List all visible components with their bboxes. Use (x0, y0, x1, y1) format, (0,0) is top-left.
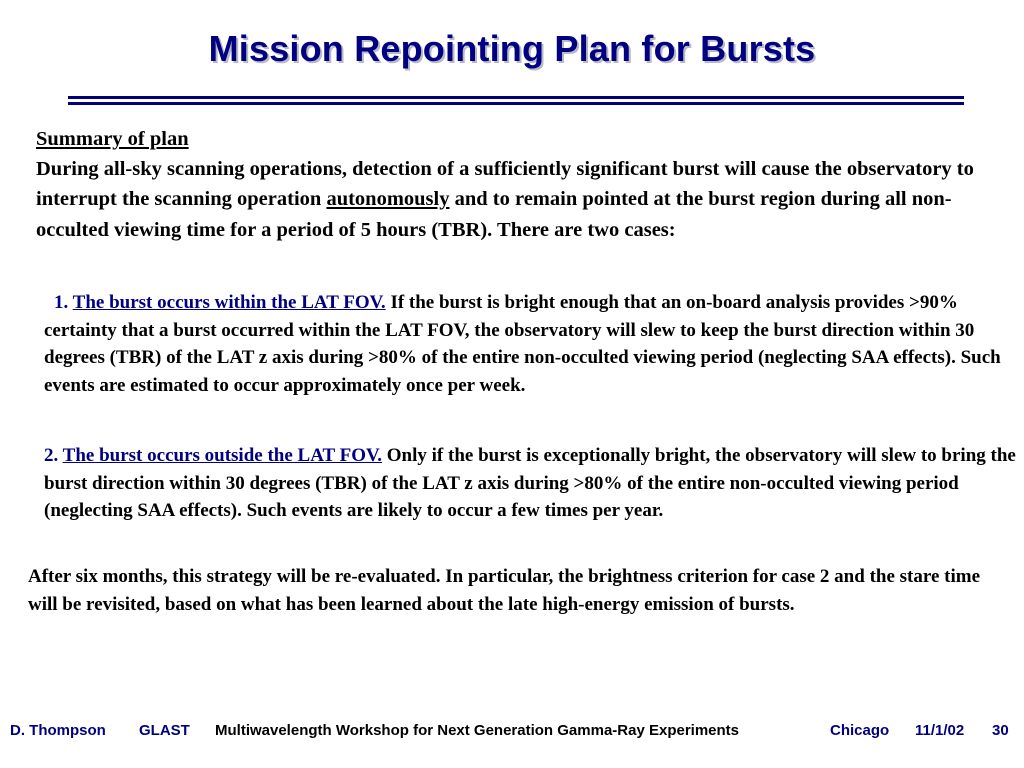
summary-emphasis: autonomously (326, 188, 450, 211)
case-1-heading[interactable]: The burst occurs within the LAT FOV. (72, 292, 386, 313)
summary-heading: Summary of plan (36, 128, 189, 150)
footer-project: GLAST (139, 722, 190, 739)
conclusion-paragraph: After six months, this strategy will be re-evaluated. In particular, the brightness criterion for case 2 and the stare time will be revisited, based on what has been learned about the late high-energy emission of bursts. (28, 566, 981, 615)
case-1-number: 1. (54, 292, 69, 313)
footer-event: Multiwavelength Workshop for Next Generation Gamma-Ray Experiments (215, 722, 740, 739)
footer-page-number: 30 (992, 722, 1009, 739)
footer-city: Chicago (830, 722, 890, 739)
summary-paragraph (36, 154, 996, 245)
slide-title: Mission Repointing Plan for Bursts (208, 28, 816, 69)
case-2-text: Only if the burst is exceptionally bright, the observatory will slew to bring the burst direction within 30 degrees (TBR) of the LAT z axis during >80% of the entire non-occulted viewing period (neglecting SAA effects). Such events are likely to occur a few times per year. (44, 445, 1016, 521)
case-1-text: If the burst is bright enough that an on-board analysis provides >90% certainty that a burst occurred within the LAT FOV, the observatory will slew to keep the burst direction within 30 degrees (TBR) of the LAT z axis during >80% of the entire non-occulted viewing period (neglecting SAA effects). Such events are estimated to occur approximately once per week. (44, 292, 1001, 396)
title-divider-top (68, 96, 964, 99)
slide-footer (0, 722, 1024, 744)
case-2 (44, 442, 1016, 525)
summary-text-part-1: During all-sky scanning operations, detection of a sufficiently significant burst will cause the observatory to interrupt the scanning operation (36, 158, 974, 211)
summary-text-part-2: and to remain pointed at the burst region during all non-occulted viewing time for a period of 5 hours (TBR). There are two cases: (36, 188, 952, 241)
title-divider-bottom (68, 102, 964, 105)
footer-author: D. Thompson (10, 722, 106, 739)
case-1 (44, 289, 1016, 399)
footer-date: 11/1/02 (915, 722, 965, 739)
case-2-heading[interactable]: The burst occurs outside the LAT FOV. (62, 445, 383, 466)
summary-block (36, 124, 996, 245)
case-2-number: 2. (44, 445, 59, 466)
